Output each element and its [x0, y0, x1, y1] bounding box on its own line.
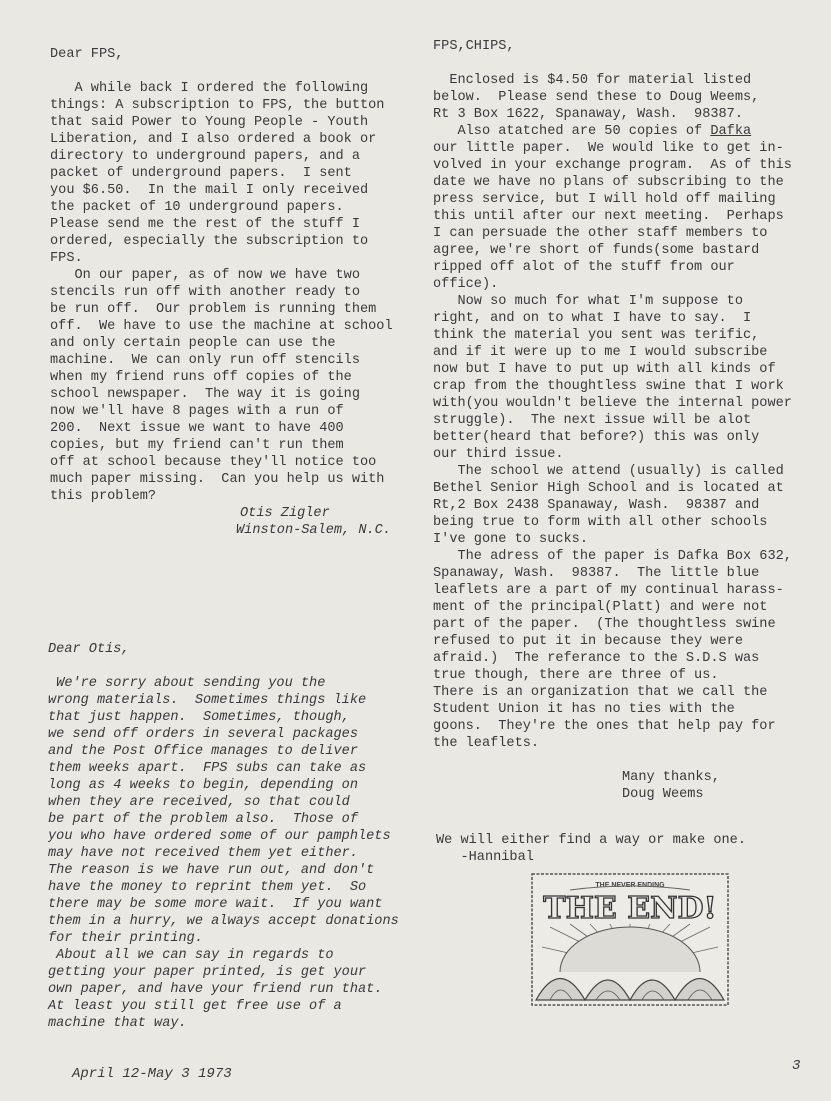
hannibal-quote: [436, 832, 831, 866]
artwork-banner: THE NEVER ENDING: [595, 882, 665, 889]
reply-line: for their printing.: [48, 931, 203, 946]
reply-line: own paper, and have your friend run that.: [48, 982, 383, 997]
letter-line: things: A subscription to FPS, the button: [50, 98, 385, 113]
reply-to-otis: [48, 641, 418, 1032]
reply-line: We're sorry about sending you the: [48, 676, 326, 691]
reply-line: At least you still get free use of a: [48, 999, 342, 1014]
reply-line: them in a hurry, we always accept donations: [48, 914, 399, 929]
letter-line: the packet of 10 underground papers.: [50, 200, 344, 215]
quote-text: We will either find a way or make one.: [436, 833, 746, 848]
letter-line: afraid.) The referance to the S.D.S was: [433, 651, 760, 666]
letter-line: with(you wouldn't believe the internal power: [433, 396, 792, 411]
reply-line: getting your paper printed, is get your: [48, 965, 367, 980]
letter-line: stencils run off with another ready to: [50, 285, 360, 300]
letter-salutation: Dear FPS,: [50, 47, 124, 62]
letter-line: ment of the principal(Platt) and were not: [433, 600, 768, 615]
letter-line: off. We have to use the machine at school: [50, 319, 393, 334]
dafka-title: Dafka: [710, 124, 752, 139]
letter-line: 200. Next issue we want to have 400: [50, 421, 344, 436]
reply-line: have the money to reprint them yet. So: [48, 880, 367, 895]
reply-line: there may be some more wait. If you want: [48, 897, 383, 912]
letter-line: press service, but I will hold off mailing: [433, 192, 776, 207]
letter-line: Please send me the rest of the stuff I: [50, 217, 360, 232]
letter-line: office).: [433, 277, 499, 292]
letter-line: goons. They're the ones that help pay for: [433, 719, 776, 734]
letter-line: FPS.: [50, 251, 83, 266]
letter-line: school newspaper. The way it is going: [50, 387, 360, 402]
letter-line: Rt,2 Box 2438 Spanaway, Wash. 98387 and: [433, 498, 760, 513]
letter-line: and if it were up to me I would subscribe: [433, 345, 768, 360]
letter-line: true though, there are three of us.: [433, 668, 719, 683]
reply-line: and the Post Office manages to deliver: [48, 744, 358, 759]
letter-line: There is an organization that we call the: [433, 685, 768, 700]
letter-line: Bethel Senior High School and is located at: [433, 481, 784, 496]
reply-line: you who have ordered some of our pamphlets: [48, 829, 391, 844]
letter-line: when my friend runs off copies of the: [50, 370, 352, 385]
letter-line: our third issue.: [433, 447, 564, 462]
letter-line-dafka: [433, 123, 828, 140]
letter-signature-name: Otis Zigler: [240, 506, 330, 521]
letter-line: agree, we're short of funds(some bastard: [433, 243, 760, 258]
reply-line: About all we can say in regards to: [48, 948, 334, 963]
issue-date: April 12-May 3 1973: [72, 1066, 232, 1082]
letter-line: better(heard that before?) this was only: [433, 430, 760, 445]
reply-line: long as 4 weeks to begin, depending on: [48, 778, 358, 793]
reply-line: we send off orders in several packages: [48, 727, 358, 742]
letter-line: part of the paper. (The thoughtless swine: [433, 617, 776, 632]
letter-line: refused to put it in because they were: [433, 634, 743, 649]
letter-line: struggle). The next issue will be alot: [433, 413, 752, 428]
letter-line: On our paper, as of now we have two: [50, 268, 360, 283]
letter-line: date we have no plans of subscribing to the: [433, 175, 784, 190]
letter-line: Rt 3 Box 1622, Spanaway, Wash. 98387.: [433, 107, 743, 122]
artwork-title: THE END!: [543, 891, 717, 926]
reply-line: them weeks apart. FPS subs can take as: [48, 761, 367, 776]
letter-line: right, and on to what I have to say. I: [433, 311, 752, 326]
letter-line: copies, but my friend can't run them: [50, 438, 344, 453]
letter-line: the leaflets.: [433, 736, 540, 751]
reply-line: may have not received them yet either.: [48, 846, 358, 861]
page-number: 3: [792, 1058, 801, 1074]
letter-line: A while back I ordered the following: [50, 81, 369, 96]
letter-doug-weems: [433, 38, 828, 803]
reply-line: machine that way.: [48, 1016, 187, 1031]
letter-line: volved in your exchange program. As of this: [433, 158, 792, 173]
letter-line: The school we attend (usually) is called: [433, 464, 784, 479]
letter-line: this problem?: [50, 489, 157, 504]
letter-line: Student Union it has no ties with the: [433, 702, 735, 717]
letter-line: think the material you sent was terific,: [433, 328, 760, 343]
letter-line: and only certain people can use the: [50, 336, 336, 351]
letter-line: now but I have to put up with all kinds of: [433, 362, 776, 377]
letter-salutation: FPS,CHIPS,: [433, 39, 515, 54]
letter-line: leaflets are a part of my continual harass-: [433, 583, 784, 598]
letter-line: Liberation, and I also ordered a book or: [50, 132, 377, 147]
letter-line: directory to underground papers, and a: [50, 149, 360, 164]
letter-closing: Many thanks,: [622, 770, 720, 785]
reply-line: be part of the problem also. Those of: [48, 812, 358, 827]
reply-line: The reason is we have run out, and don't: [48, 863, 375, 878]
letter-line: machine. We can only run off stencils: [50, 353, 360, 368]
reply-line: wrong materials. Sometimes things like: [48, 693, 367, 708]
reply-line: when they are received, so that could: [48, 795, 350, 810]
letter-line: being true to form with all other schools: [433, 515, 768, 530]
letter-line: ripped off alot of the stuff from our: [433, 260, 735, 275]
the-end-artwork: [530, 872, 730, 1007]
letter-line: off at school because they'll notice too: [50, 455, 377, 470]
letter-line: I can persuade the other staff members to: [433, 226, 768, 241]
letter-line: below. Please send these to Doug Weems,: [433, 90, 760, 105]
dafka-prefix: Also atatched are 50 copies of: [433, 124, 711, 139]
letter-signature-place: Winston-Salem, N.C.: [236, 523, 391, 538]
letter-line: Enclosed is $4.50 for material listed: [433, 73, 752, 88]
reply-salutation: Dear Otis,: [48, 642, 130, 657]
letter-line: be run off. Our problem is running them: [50, 302, 377, 317]
letter-line: much paper missing. Can you help us with: [50, 472, 385, 487]
letter-line: that said Power to Young People - Youth: [50, 115, 369, 130]
letter-line: you $6.50. In the mail I only received: [50, 183, 369, 198]
letter-signature: Doug Weems: [622, 787, 704, 802]
reply-line: that just happen. Sometimes, though,: [48, 710, 350, 725]
letter-line: The adress of the paper is Dafka Box 632,: [433, 549, 792, 564]
letter-line: Spanaway, Wash. 98387. The little blue: [433, 566, 760, 581]
letter-line: this until after our next meeting. Perhaps: [433, 209, 784, 224]
letter-line: packet of underground papers. I sent: [50, 166, 352, 181]
letter-line: our little paper. We would like to get in-: [433, 141, 784, 156]
letter-line: Now so much for what I'm suppose to: [433, 294, 743, 309]
letter-line: I've gone to sucks.: [433, 532, 588, 547]
letter-otis: [50, 46, 420, 539]
letter-line: now we'll have 8 pages with a run of: [50, 404, 344, 419]
letter-line: crap from the thoughtless swine that I work: [433, 379, 784, 394]
quote-attribution: -Hannibal: [436, 850, 534, 865]
letter-line: ordered, especially the subscription to: [50, 234, 369, 249]
